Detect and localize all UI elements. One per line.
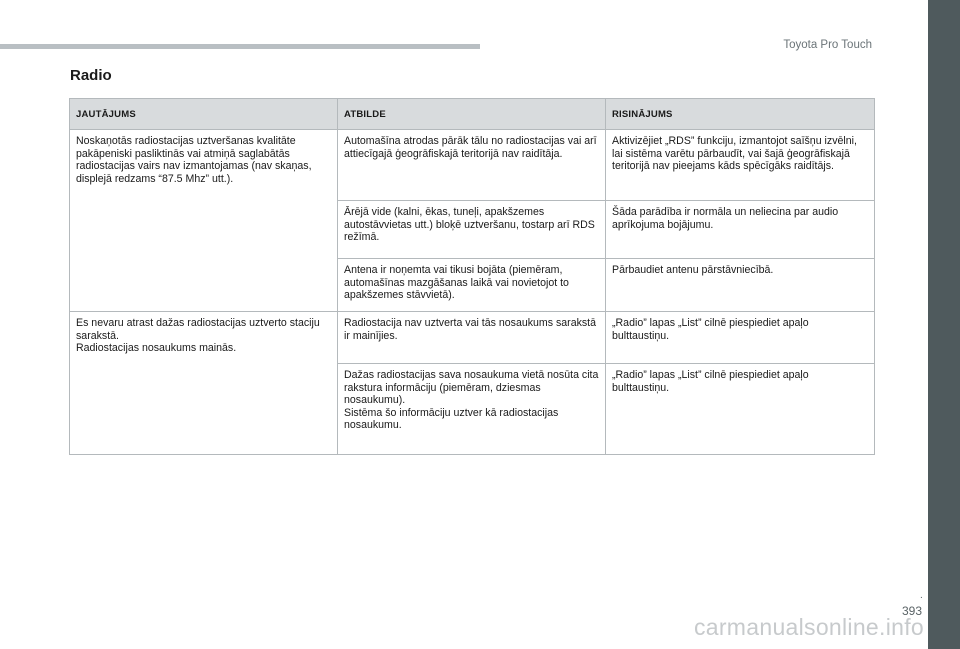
answer-cell: Antena ir noņemta vai tikusi bojāta (piemēram, automašīnas mazgāšanas laikā vai novietojot to apakšzemes stāvvietā). bbox=[338, 259, 606, 312]
answer-cell: Ārējā vide (kalni, ēkas, tuneļi, apakšzemes autostāvvietas utt.) bloķē uztveršanu, tostarp arī RDS režīmā. bbox=[338, 201, 606, 259]
answer-cell: Automašīna atrodas pārāk tālu no radiostacijas vai arī attiecīgajā ģeogrāfiskajā teritorijā nav raidītāja. bbox=[338, 130, 606, 201]
table-header-row bbox=[70, 99, 875, 130]
answer-cell: Radiostacija nav uztverta vai tās nosaukums sarakstā ir mainījies. bbox=[338, 312, 606, 364]
page-marker-dot: . bbox=[920, 590, 923, 601]
watermark: carmanualsonline.info bbox=[693, 614, 924, 640]
manual-title: Toyota Pro Touch bbox=[783, 39, 872, 51]
question-cell: Noskaņotās radiostacijas uztveršanas kvalitāte pakāpeniski pasliktinās vai atmiņā saglabātās radiostacijas vairs nav izmantojamas (nav skaņas, displejā redzams “87.5 Mhz” utt.). bbox=[70, 130, 338, 312]
page-number: 393 bbox=[902, 604, 923, 618]
answer-cell: Dažas radiostacijas sava nosaukuma vietā nosūta cita rakstura informāciju (piemēram, dziesmas nosaukumu). Sistēma šo informāciju uztver kā radiostacijas nosaukumu. bbox=[338, 364, 606, 455]
troubleshooting-table bbox=[69, 98, 875, 455]
table-row bbox=[70, 312, 875, 364]
column-header-solution: RISINĀJUMS bbox=[606, 99, 875, 130]
column-header-question: JAUTĀJUMS bbox=[70, 99, 338, 130]
side-tab-strip bbox=[928, 0, 960, 649]
column-header-answer: ATBILDE bbox=[338, 99, 606, 130]
solution-cell: „Radio” lapas „List” cilnē piespiediet apaļo bulttaustiņu. bbox=[606, 364, 875, 455]
section-title: Radio bbox=[70, 67, 112, 84]
table-row bbox=[70, 130, 875, 201]
header-rule bbox=[0, 44, 480, 49]
solution-cell: Šāda parādība ir normāla un neliecina par audio aprīkojuma bojājumu. bbox=[606, 201, 875, 259]
solution-cell: Pārbaudiet antenu pārstāvniecībā. bbox=[606, 259, 875, 312]
question-cell: Es nevaru atrast dažas radiostacijas uztverto staciju sarakstā. Radiostacijas nosaukums mainās. bbox=[70, 312, 338, 455]
solution-cell: Aktivizējiet „RDS” funkciju, izmantojot saīšņu izvēlni, lai sistēma varētu pārbaudīt, vai šajā ģeogrāfiskajā teritorijā nav pieejams kāds spēcīgāks raidītājs. bbox=[606, 130, 875, 201]
solution-cell: „Radio” lapas „List” cilnē piespiediet apaļo bulttaustiņu. bbox=[606, 312, 875, 364]
